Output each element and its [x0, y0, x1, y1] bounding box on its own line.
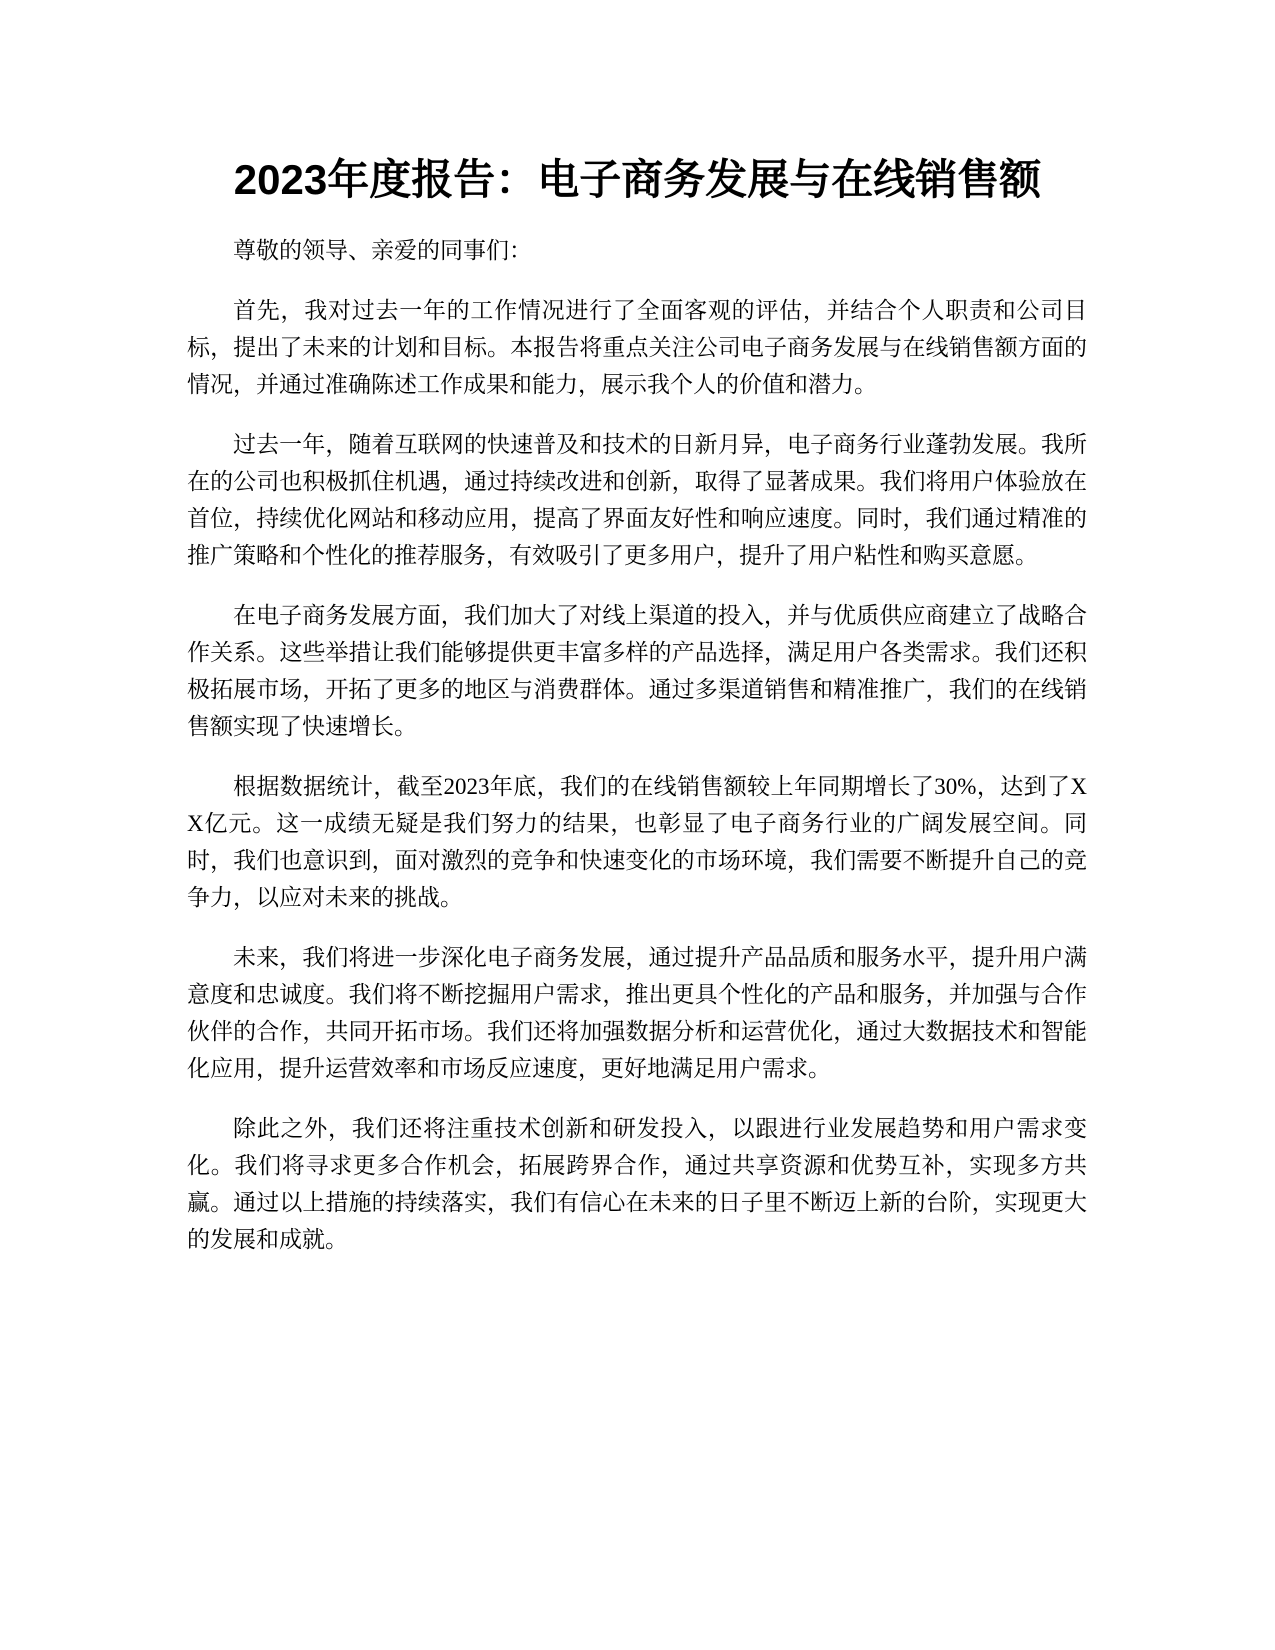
greeting-paragraph: 尊敬的领导、亲爱的同事们：	[233, 238, 532, 263]
body-paragraph: 除此之外，我们还将注重技术创新和研发投入，以跟进行业发展趋势和用户需求变化。我们将寻求更多合作机会，拓展跨界合作，通过共享资源和优势互补，实现多方共赢。通过以上措施的持续落实，我们有信心在未来的日子里不断迈上新的台阶，实现更大的发展和成就。	[187, 1116, 1087, 1252]
body-paragraph: 在电子商务发展方面，我们加大了对线上渠道的投入，并与优质供应商建立了战略合作关系。这些举措让我们能够提供更丰富多样的产品选择，满足用户各类需求。我们还积极拓展市场，开拓了更多的地区与消费群体。通过多渠道销售和精准推广，我们的在线销售额实现了快速增长。	[187, 603, 1087, 739]
body-paragraph: 首先，我对过去一年的工作情况进行了全面客观的评估，并结合个人职责和公司目标，提出了未来的计划和目标。本报告将重点关注公司电子商务发展与在线销售额方面的情况，并通过准确陈述工作成果和能力，展示我个人的价值和潜力。	[187, 298, 1087, 397]
body-paragraph: 根据数据统计，截至2023年底，我们的在线销售额较上年同期增长了30%，达到了XX亿元。这一成绩无疑是我们努力的结果，也彰显了电子商务行业的广阔发展空间。同时，我们也意识到，面对激烈的竞争和快速变化的市场环境，我们需要不断提升自己的竞争力，以应对未来的挑战。	[187, 774, 1087, 910]
document-title: 2023年度报告：电子商务发展与在线销售额	[233, 156, 1042, 203]
document-body	[187, 232, 1087, 1281]
body-paragraph: 未来，我们将进一步深化电子商务发展，通过提升产品品质和服务水平，提升用户满意度和忠诚度。我们将不断挖掘用户需求，推出更具个性化的产品和服务，并加强与合作伙伴的合作，共同开拓市场。我们还将加强数据分析和运营优化，通过大数据技术和智能化应用，提升运营效率和市场反应速度，更好地满足用户需求。	[187, 945, 1087, 1081]
body-paragraph: 过去一年，随着互联网的快速普及和技术的日新月异，电子商务行业蓬勃发展。我所在的公司也积极抓住机遇，通过持续改进和创新，取得了显著成果。我们将用户体验放在首位，持续优化网站和移动应用，提高了界面友好性和响应速度。同时，我们通过精准的推广策略和个性化的推荐服务，有效吸引了更多用户，提升了用户粘性和购买意愿。	[187, 432, 1087, 568]
